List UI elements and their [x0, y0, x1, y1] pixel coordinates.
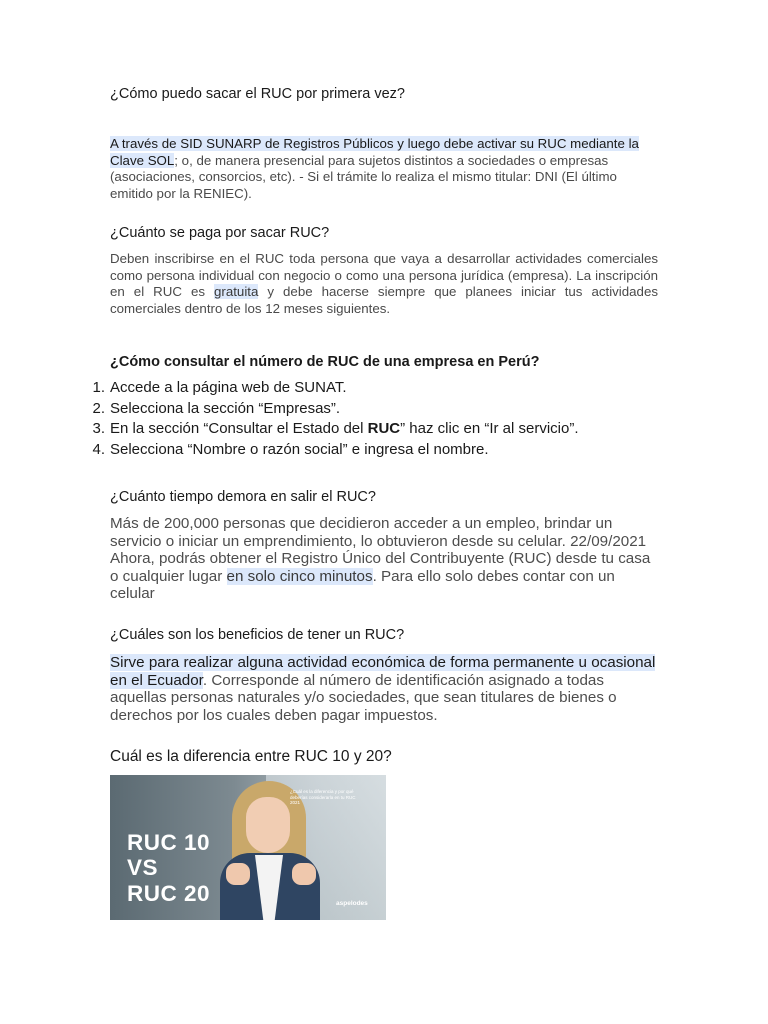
step-text-bold: RUC: [367, 420, 401, 437]
answer-time-after: . Para ello solo debes contar con un celular: [110, 567, 615, 602]
step-item: [92, 399, 670, 420]
question-consult-ruc: ¿Cómo consultar el número de RUC de una empresa en Perú?: [110, 354, 540, 370]
answer-first-ruc-highlight: A través de SID SUNARP de Registros Públicos y luego debe activar su RUC mediante la Clave SOL: [110, 136, 639, 168]
step-item: [92, 378, 670, 399]
promo-title-line2: VS: [127, 855, 159, 880]
step-text: En la sección “Consultar el Estado del: [110, 420, 368, 437]
steps-list: [92, 378, 670, 460]
answer-benefits: [110, 654, 658, 724]
promo-person-face: [246, 797, 290, 853]
step-item: [92, 419, 670, 440]
answer-cost-highlight: gratuita: [214, 284, 259, 299]
answer-time: [110, 515, 658, 603]
answer-first-ruc: [110, 136, 658, 202]
promo-title-line1: RUC 10: [127, 830, 211, 855]
question-time: ¿Cuánto tiempo demora en salir el RUC?: [110, 489, 376, 505]
step-number: 4.: [92, 440, 105, 458]
step-text: Selecciona “Nombre o razón social” e ingresa el nombre.: [110, 440, 489, 458]
question-benefits: ¿Cuáles son los beneficios de tener un RUC?: [110, 627, 405, 643]
answer-time-highlight: en solo cinco minutos: [226, 567, 373, 585]
answer-cost-after: y debe hacerse siempre que planees iniciar tus actividades comerciales dentro de los 12 meses siguientes.: [110, 284, 658, 316]
answer-time-before: Más de 200,000 personas que decidieron acceder a un empleo, brindar un servicio o iniciar un emprendimiento, lo obtuvieron desde su celular. 22/09/2021 Ahora, podrás obtener el Registro Único del Contribuyente (RUC) desde tu casa o cualquier lugar: [110, 515, 651, 585]
answer-first-ruc-rest: ; o, de manera presencial para sujetos distintos a sociedades o empresas (asociaciones, consorcios, etc). - Si el trámite lo realiza el mismo titular: DNI (El último emitido por la RENIEC).: [110, 152, 617, 201]
step-number: 2.: [92, 399, 105, 417]
promo-person-fist-left: [226, 863, 250, 885]
step-number: 3.: [92, 420, 105, 437]
promo-person-fist-right: [292, 863, 316, 885]
answer-cost: [110, 251, 658, 317]
question-first-ruc: ¿Cómo puedo sacar el RUC por primera vez?: [110, 86, 405, 102]
step-text-tail: ” haz clic en “Ir al servicio”.: [400, 420, 579, 437]
step-text: Selecciona la sección “Empresas”.: [110, 399, 341, 417]
promo-title-line3: RUC 20: [127, 881, 211, 906]
answer-benefits-rest: . Corresponde al número de identificación asignado a todas aquellas personas naturales y/o sociedades, que sean titulares de bienes o derechos por los cuales deben pagar impuestos.: [110, 671, 617, 724]
step-text: Accede a la página web de SUNAT.: [110, 379, 347, 396]
step-item: [92, 440, 670, 461]
question-cost: ¿Cuánto se paga por sacar RUC?: [110, 225, 330, 241]
promo-image: [110, 775, 386, 920]
answer-benefits-highlight: Sirve para realizar alguna actividad económica de forma permanente u ocasional en el Ecuador: [110, 654, 656, 689]
answer-cost-before: Deben inscribirse en el RUC toda persona que vaya a desarrollar actividades comerciales como persona individual con negocio o como una persona jurídica (empresa). La inscripción en el RUC es: [110, 251, 658, 299]
promo-caption: ¿Cuál es la diferencia y por qué deberías considerarla en tu RUC 2021: [290, 789, 356, 805]
step-number: 1.: [92, 379, 105, 396]
promo-logo: aspelodes: [336, 900, 368, 907]
question-difference: Cuál es la diferencia entre RUC 10 y 20?: [110, 748, 392, 765]
